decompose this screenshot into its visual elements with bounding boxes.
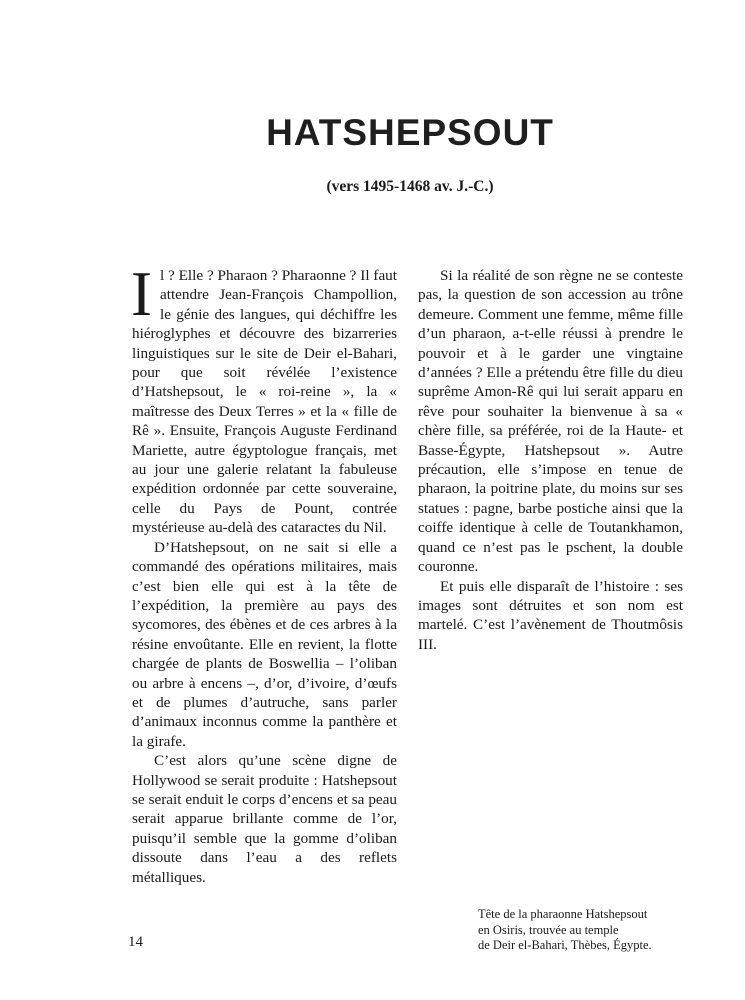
paragraph-4: Si la réalité de son règne ne se conteste pas, la question de son accession au trône demeure. Comment une femme, même fille d’un pharaon, a-t-elle réussi à prendre le pouvoir et à le garder une vingtaine d’années ? Elle a prétendu être fille du dieu suprême Amon-Rê qui lui serait apparu en rêve pour souhaiter la bienvenue à sa « chère fille, sa préférée, roi de la Haute- et Basse-Égypte, Hatshepsout ». Autre précaution, elle s’impose en tenue de pharaon, la poitrine plate, du moins sur ses statues : pagne, barbe postiche ainsi que la coiffe identique à celle de Toutankhamon, quand ce n’est pas le pschent, la double couronne. <box>418 267 683 576</box>
page-title: HATSHEPSOUT <box>266 112 554 153</box>
page-subtitle: (vers 1495-1468 av. J.-C.) <box>326 178 494 195</box>
drop-cap: I <box>131 259 152 329</box>
caption-line: Tête de la pharaonne Hatshepsout <box>478 907 648 921</box>
paragraph-2: D’Hatshepsout, on ne sait si elle a commandé des opérations militaires, mais c’est bien elle qui est à la tête de l’expédition, la première au pays des sycomores, des ébènes et de ces arbres à la résine envoûtante. Elle en revient, la flotte chargée de plants de Boswellia – l’oliban ou arbre à encens –, d’or, d’ivoire, d’œufs et de plumes d’autruche, sans parler d’animaux inconnus comme la panthère et la girafe. <box>132 538 397 750</box>
paragraph-3: C’est alors qu’une scène digne de Hollywood se serait produite : Hatshepsout se serait enduit le corps d’encens et sa peau serait apparue brillante comme de l’or, puisqu’il semble que la gomme d’oliban dissoute dans l’eau a des reflets métalliques. <box>132 752 397 886</box>
caption-line: de Deir el-Bahari, Thèbes, Égypte. <box>478 938 652 952</box>
left-column <box>131 259 397 887</box>
right-column <box>418 266 683 654</box>
paragraph-1 <box>131 259 397 538</box>
paragraph-1-text: l ? Elle ? Pharaon ? Pharaonne ? Il faut attendre Jean-François Champollion, le génie des langues, qui déchiffre les hiéroglyphes et découvre des bizarreries linguistiques sur le site de Deir el-Bahari, pour que soit révélée l’existence d’Hatshepsout, le « roi-reine », la « maîtresse des Deux Terres » et la « fille de Rê ». Ensuite, François Auguste Ferdinand Mariette, autre égyptologue français, met au jour une galerie relatant la fabuleuse expédition ordonnée par cette souveraine, celle du Pays de Pount, contrée mystérieuse au-delà des cataractes du Nil. <box>132 267 397 537</box>
caption-line: en Osiris, trouvée au temple <box>478 922 619 937</box>
image-caption <box>478 907 718 954</box>
paragraph-5: Et puis elle disparaît de l’histoire : ses images sont détruites et son nom est martelé. C’est l’avènement de Thoutmôsis III. <box>418 577 683 653</box>
page-number: 14 <box>128 934 143 950</box>
